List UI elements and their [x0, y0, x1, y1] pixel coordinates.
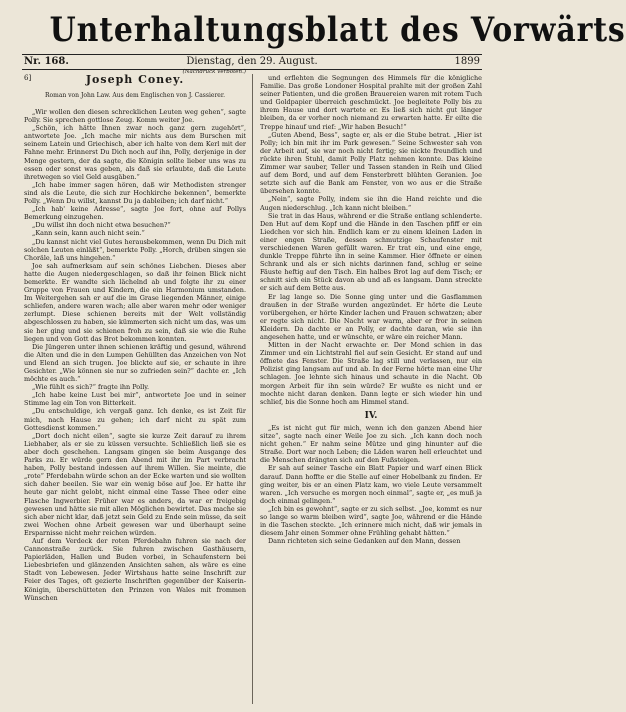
paragraph: Sie trat in das Haus, während er die Straße entlang schlenderte. Den Hut auf dem Kopf und die Hände in den Taschen pfiff er ein Liedchen vor sich hin. Endlich kam er zu einem kleinen Laden in einer engen Straße, dessen schmutzige Schaufenster mit verschiedenen Waren gefüllt waren. Er trat ein, und eine enge, dunkle Treppe führte ihn in seine Kammer. Hier öffnete er einen Schrank und als er sich nichts darinnen fand, schlug er seine Fäuste heftig auf den Tisch. Ein halbes Brot lag auf dem Tisch; er schnitt sich ein Stück davon ab und aß es langsam. Dann streckte er sich auf dem Bette aus. — [260, 211, 482, 293]
paragraph: „Es ist nicht gut für mich, wenn ich den ganzen Abend hier sitze“, sagte nach einer Weile Joe zu sich. „Ich kann doch noch nicht gehen.“ Er nahm seine Mütze und ging hinunter auf die Straße. Dort war noch Leben; die Läden waren hell erleuchtet und die Menschen drängten sich auf den Fußsteigen. — [260, 423, 482, 465]
paragraph: „Du kannst nicht viel Gutes herausbekommen, wenn Du Dich mit solchen Leuten einläßt“, bemerkte Polly. „Horch, drüben singen sie Choräle, laß uns hingehen.“ — [24, 237, 246, 262]
paragraph: „Ich bin es gewohnt“, sagte er zu sich selbst. „Joe, kommt es nur so lange so warm bleiben wird“, sagte Joe, während er die Hände in die Taschen steckte. „Ich erinnere mich nicht, daß wir jemals in diesem Jahr einen Sommer ohne Frühling gehabt hätten.“ — [260, 504, 482, 538]
column-divider — [252, 74, 253, 704]
paragraph: „Nein“, sagte Polly, indem sie ihn die Hand reichte und die Augen niederschlug. „Ich kann nicht bleiben.“ — [260, 195, 482, 212]
paragraph: Er sah auf seiner Tasche ein Blatt Papier und warf einen Blick darauf. Dann hoffte er die Stelle auf einer Hobelbank zu finden. Er ging weiter, bis er an einen Platz kam, wo viele Leute versammelt waren. „Ich versuche es morgen noch einmal“, sagte er, „es muß ja doch einmal gelingen.“ — [260, 464, 482, 505]
paragraph: „Ich habe immer sagen hören, daß wir Methodisten strenger sind als die Leute, die sich zur Hochkirche bekennen“, bemerkte Polly. „Wenn Du willst, kannst Du ja dableiben; ich darf nicht.“ — [24, 180, 246, 206]
issue-info-bar — [22, 54, 482, 70]
story-byline: Roman von John Law. Aus dem Englischen von J. Cassierer. — [45, 92, 225, 99]
issue-date: Dienstag, den 29. August. — [186, 56, 318, 67]
reprint-note: (Nachdruck verboten.) — [182, 69, 246, 75]
section-heading: IV. — [364, 410, 378, 421]
paragraph: Die Jüngeren unter ihnen schienen kräftig und gesund, während die Alten und die in den Lumpen Gehüllten das Anzeichen von Not und Elend an sich trugen. Joe blickte auf sie, er schaute in ihre Gesichter. „Wie können sie nur so zufrieden sein?“ dachte er. „Ich möchte es auch.“ — [24, 342, 246, 384]
paragraph: „Dort doch nicht eilen“, sagte sie kurze Zeit darauf zu ihrem Liebhaber, als er sie zu küssen versuchte. Schließlich ließ sie es aber doch geschehen. Langsam gingen sie beim Ausgange des Parks zu. Er würde gern den Abend mit ihr im Part verbracht haben, Polly bestand indessen auf ihrem Willen. Sie meinte, die „rote“ Pferdebahn würde schon an der Ecke warten und sie wollten sich daher beeilen. Sie war ein wenig böse auf Joe. Er hatte ihr heute gar nicht gelobt, nicht einmal eine Tasse Thee oder eine Flasche Ingwerbier. Früher war es anders, da war er freigebig gewesen und hätte sie mit allen Möglichen bewirtet. Das mache sie sich aber nicht klar, daß jetzt sein Geld zu Ende sein müsse, da seit zwei Wochen ohne Arbeit gewesen war und überhaupt seine Ersparnisse nicht mehr reichen würden. — [24, 431, 246, 537]
story-header — [24, 69, 246, 108]
section-body — [260, 424, 482, 545]
installment-number: 6] — [24, 74, 32, 82]
paragraph: Mitten in der Nacht erwachte er. Der Mond schien in das Zimmer und ein Lichtstrahl fiel auf sein Gesicht. Er stand auf und öffnete das Fenster. Die Straße lag still und verlassen, nur ein Polizist ging langsam auf und ab. In der Ferne hörte man eine Uhr schlagen. Joe lehnte sich hinaus und schaute in die Nacht. Ob morgen Arbeit für ihn sein würde? Er wußte es nicht und er mochte nicht daran denken. Dann legte er sich wieder hin und schlief, bis die Sonne hoch am Himmel stand. — [260, 341, 482, 406]
paragraph: Joe sah aufmerksam auf sein schönes Liebchen. Dieses aber hatte die Augen niedergeschlagen, so daß ihr feinen Blick nicht bemerkte. Er wandte sich lächelnd ab und folgte ihr zu einer Gruppe von Frauen und Kindern, die ein Harmonium umstanden. Im Weitergehen sah er auf die im Grase liegenden Männer, einige schliefen, andere waren wach; alle aber waren mehr oder weniger zerlumpt. Diese schienen bereits mit der Welt vollständig abgeschlossen zu haben, sie kümmerten sich nicht um das, was um sie her ging und sie schienen froh zu sein, daß sie wie die Ruhe liegen und von Gott das Brot bekommen konnten. — [24, 261, 246, 343]
paragraph: „Wie fühlt es sich?“ fragte ihn Polly. — [32, 383, 150, 392]
paragraph: Er lag lange so. Die Sonne ging unter und die Gasflammen draußen in der Straße wurden angezündet. Er hörte die Leute vorübergehen, er hörte Kinder lachen und Frauen schwatzen; aber er regte sich nicht. Die Nacht war warm, aber er fror in seinen Kleidern. Da dachte er an Polly, er dachte daran, wie sie ihn angesehen hatte, und er wünschte, er wäre ein reicher Mann. — [260, 292, 482, 341]
story-title: Joseph Coney. — [85, 73, 185, 86]
paragraph: „Guten Abend, Bess“, sagte er, als er die Stube betrat. „Hier ist Polly; ich bin mit ihr im Park gewesen.“ Seine Schwester sah von der Arbeit auf, sie war noch nicht fertig; sie nickte freundlich und rückte ihren Stuhl, damit Polly Platz nehmen konnte. Das kleine Zimmer war sauber, Teller und Tassen standen in Reih und Glied auf dem Bord, und auf dem Fensterbrett blühten Geranien. Joe setzte sich auf die Bank am Fenster, von wo aus er die Straße übersehen konnte. — [260, 130, 482, 196]
left-column — [24, 69, 246, 704]
paragraph: Dann richteten sich seine Gedanken auf den Mann, dessen — [268, 537, 461, 546]
masthead-title: Unterhaltungsblatt des Vorwärts — [49, 10, 626, 50]
paragraph: „Kann sein, kann auch nicht sein.“ — [32, 229, 145, 238]
left-column-body — [24, 108, 246, 602]
paragraph: Auf dem Verdeck der roten Pferdebahn fuhren sie nach der Cannonstraße zurück. Sie fuhren zwischen Gasthäusern, Papierläden, Hallen und Buden vorbei, in Schaufenstern bei Liebesbriefen und glänzenden Ansichten sahen, als wäre es eine Stadt von Lebewesen. Jeder Wirtshaus hatte seine Inschrift zur Feier des Tages, oft gezierte Inschriften gegenüber der Kaiserin-Königin, überschütteten den Prinzen von Wales mit frommen Wünschen — [24, 536, 246, 602]
right-column-body — [260, 74, 482, 406]
paragraph: „Schön, ich hätte Ihnen zwar noch ganz gern zugehört“, antwortete Joe. „Ich mache mir nichts aus dem Burschen mit seinem Latein und Griechisch, aber ich halte von dem Kerl mit der Fahne mehr. Erinnerst Du Dich noch auf ihn, Polly, derjenige in der Menge gestern, der da sagte, die Königin sollte lieber uns was zu essen oder sonst was geben, als daß sie erlaubte, daß die Leute ihretwegen so viel Geld ausgäben.“ — [24, 124, 246, 181]
paragraph: „Ich hab' keine Adresse“, sagte Joe fort, ohne auf Pollys Bemerkung einzugehen. — [24, 205, 246, 222]
paragraph: „Du willst ihn doch nicht etwa besuchen?“ — [32, 221, 171, 230]
right-column — [260, 74, 482, 704]
paragraph: und erflehten die Segnungen des Himmels für die königliche Familie. Das große Londoner Hospital prahlte mit der großen Zahl seiner Patienten, und die großen Brauereien waren mit rotem Tuch und Goldpapier überreich geschmückt. Joe begleitete Polly bis zu ihrem Hause und dort wartete er. Es ließ sich nicht gut länger bleiben, da er vorher noch niemand zu erwarten hatte. Er eilte die Treppe hinauf und rief: „Wir haben Besuch!“ — [260, 74, 482, 131]
issue-number: Nr. 168. — [24, 56, 69, 67]
paragraph: „Wir wollen den diesen schrecklichen Leuten weg gehen“, sagte Polly. Sie sprechen gottlose Zeug. Komm weiter Joe. — [24, 108, 246, 125]
paragraph: „Ich habe keine Lust bei mir“, antwortete Joe und in seiner Stimme lag ein Ton von Bitterkeit. — [24, 391, 246, 408]
issue-year: 1899 — [454, 56, 480, 67]
paragraph: „Du entschuldige, ich vergaß ganz. Ich denke, es ist Zeit für mich, nach Hause zu gehen; ich darf nicht zu spät zum Gottesdienst kommen.“ — [24, 407, 246, 432]
